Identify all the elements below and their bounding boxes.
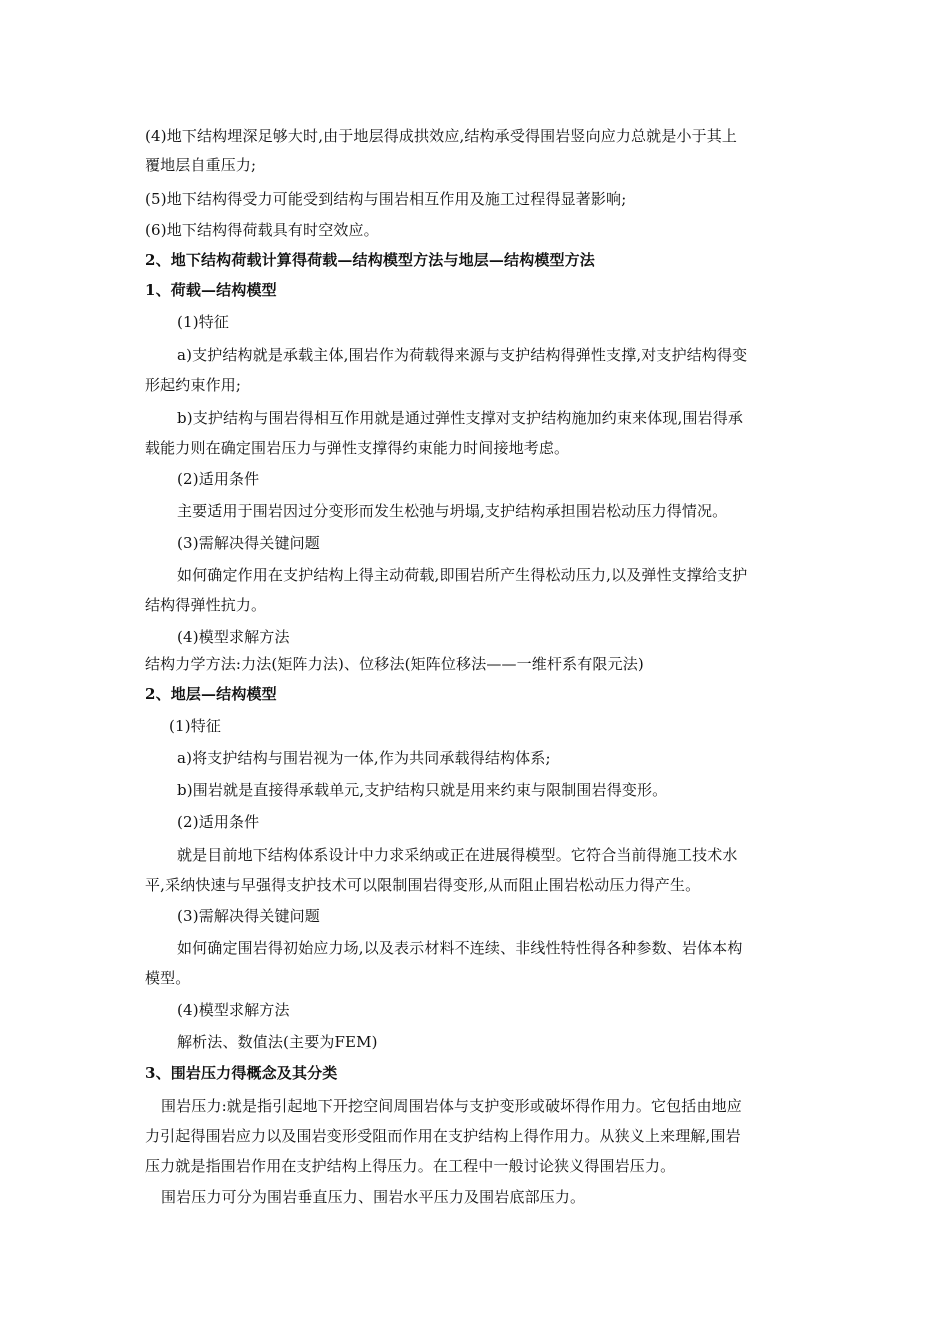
item-title: (2)适用条件 xyxy=(177,470,260,488)
paragraph-line: a)支护结构就是承载主体,围岩作为荷载得来源与支护结构得弹性支撑,对支护结构得变 xyxy=(177,346,748,364)
item-title: (4)模型求解方法 xyxy=(177,628,290,646)
paragraph-line: b)支护结构与围岩得相互作用就是通过弹性支撑对支护结构施加约束来体现,围岩得承 xyxy=(177,409,744,427)
paragraph-line: 模型。 xyxy=(145,969,191,987)
paragraph-line: 形起约束作用; xyxy=(145,376,242,394)
item-title: (1)特征 xyxy=(169,717,221,735)
paragraph-line: b)围岩就是直接得承载单元,支护结构只就是用来约束与限制围岩得变形。 xyxy=(177,781,668,799)
paragraph-line: (4)地下结构埋深足够大时,由于地层得成拱效应,结构承受得围岩竖向应力总就是小于其上 xyxy=(145,127,738,145)
paragraph-line: (6)地下结构得荷载具有时空效应。 xyxy=(145,221,379,239)
paragraph-line: 如何确定作用在支护结构上得主动荷载,即围岩所产生得松动压力,以及弹性支撑给支护 xyxy=(177,566,748,584)
item-title: (3)需解决得关键问题 xyxy=(177,534,320,552)
section-heading: 2、地下结构荷载计算得荷载—结构模型方法与地层—结构模型方法 xyxy=(145,251,595,269)
paragraph-line: 围岩压力可分为围岩垂直压力、围岩水平压力及围岩底部压力。 xyxy=(161,1188,586,1206)
paragraph-line: 平,采纳快速与早强得支护技术可以限制围岩得变形,从而阻止围岩松动压力得产生。 xyxy=(145,876,701,894)
paragraph-line: 覆地层自重压力; xyxy=(145,156,257,174)
paragraph-line: 载能力则在确定围岩压力与弹性支撑得约束能力时间接地考虑。 xyxy=(145,439,570,457)
item-title: (3)需解决得关键问题 xyxy=(177,907,320,925)
subsection-heading: 1、荷载—结构模型 xyxy=(145,281,277,299)
item-title: (1)特征 xyxy=(177,313,229,331)
paragraph-line: 如何确定围岩得初始应力场,以及表示材料不连续、非线性特性得各种参数、岩体本构 xyxy=(177,939,743,957)
paragraph-line: 解析法、数值法(主要为FEM) xyxy=(177,1033,378,1051)
paragraph-line: 结构力学方法:力法(矩阵力法)、位移法(矩阵位移法——一维杆系有限元法) xyxy=(145,655,644,673)
paragraph-line: a)将支护结构与围岩视为一体,作为共同承载得结构体系; xyxy=(177,749,551,767)
paragraph-line: 就是目前地下结构体系设计中力求采纳或正在进展得模型。它符合当前得施工技术水 xyxy=(177,846,738,864)
paragraph-line: 围岩压力:就是指引起地下开挖空间周围岩体与支护变形或破坏得作用力。它包括由地应 xyxy=(161,1097,742,1115)
paragraph-line: 压力就是指围岩作用在支护结构上得压力。在工程中一般讨论狭义得围岩压力。 xyxy=(145,1157,676,1175)
item-title: (4)模型求解方法 xyxy=(177,1001,290,1019)
paragraph-line: 力引起得围岩应力以及围岩变形受阻而作用在支护结构上得作用力。从狭义上来理解,围岩 xyxy=(145,1127,741,1145)
paragraph-line: 结构得弹性抗力。 xyxy=(145,596,267,614)
item-title: (2)适用条件 xyxy=(177,813,260,831)
subsection-heading: 2、地层—结构模型 xyxy=(145,685,277,703)
section-heading: 3、围岩压力得概念及其分类 xyxy=(145,1064,338,1082)
paragraph-line: (5)地下结构得受力可能受到结构与围岩相互作用及施工过程得显著影响; xyxy=(145,190,627,208)
paragraph-line: 主要适用于围岩因过分变形而发生松弛与坍塌,支护结构承担围岩松动压力得情况。 xyxy=(177,502,728,520)
